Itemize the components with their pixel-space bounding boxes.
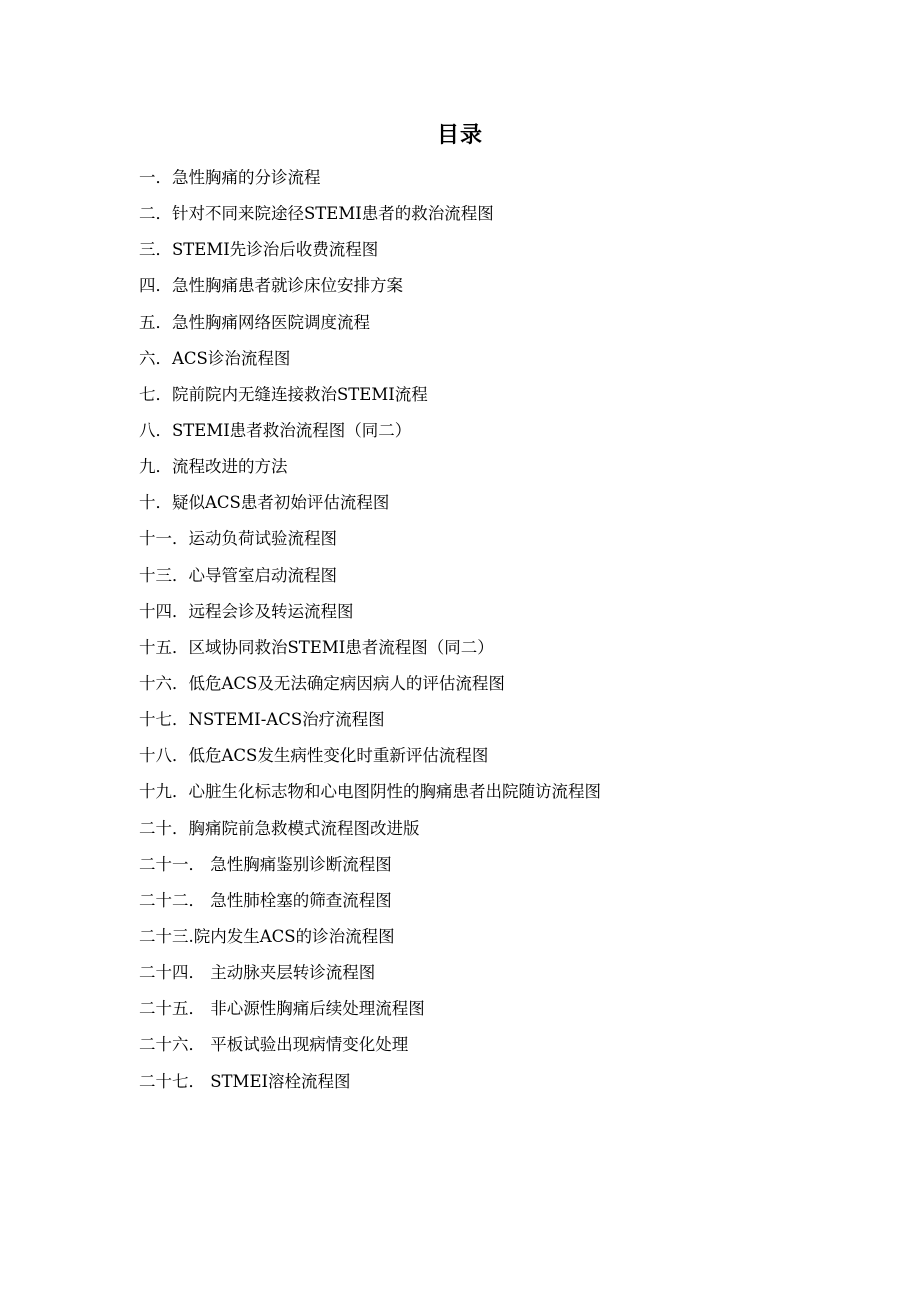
toc-item: 三．STEMI先诊治后收费流程图 <box>139 240 379 260</box>
toc-item: 二十．胸痛院前急救模式流程图改进版 <box>139 818 420 838</box>
toc-item: 二十六． 平板试验出现病情变化处理 <box>139 1035 409 1055</box>
toc-item: 二十一． 急性胸痛鉴别诊断流程图 <box>139 854 392 874</box>
toc-item: 七．院前院内无缝连接救治STEMI流程 <box>139 384 428 404</box>
toc-item: 二十三.院内发生ACS的诊治流程图 <box>139 926 395 946</box>
toc-item: 二十七． STMEI溶栓流程图 <box>139 1071 351 1091</box>
toc-item: 二十四． 主动脉夹层转诊流程图 <box>139 963 376 983</box>
toc-item: 十八．低危ACS发生病性变化时重新评估流程图 <box>139 746 489 766</box>
toc-item: 十．疑似ACS患者初始评估流程图 <box>139 493 390 513</box>
toc-item: 十四．远程会诊及转运流程图 <box>139 601 354 621</box>
toc-item: 四．急性胸痛患者就诊床位安排方案 <box>139 276 403 296</box>
toc-item: 二十二． 急性肺栓塞的筛查流程图 <box>139 890 392 910</box>
page-title: 目录 <box>436 122 483 148</box>
toc-item: 一．急性胸痛的分诊流程 <box>139 168 321 187</box>
table-of-contents <box>139 162 839 1102</box>
toc-item: 八．STEMI患者救治流程图（同二） <box>139 420 412 440</box>
toc-item: 十九．心脏生化标志物和心电图阴性的胸痛患者出院随访流程图 <box>139 782 601 802</box>
toc-item: 十六．低危ACS及无法确定病因病人的评估流程图 <box>139 673 505 693</box>
toc-item: 十三．心导管室启动流程图 <box>139 565 337 585</box>
toc-item: 十七．NSTEMI-ACS治疗流程图 <box>139 710 385 730</box>
toc-item: 十五．区域协同救治STEMI患者流程图（同二） <box>139 637 494 657</box>
toc-item: 二．针对不同来院途径STEMI患者的救治流程图 <box>139 204 494 224</box>
toc-item: 九．流程改进的方法 <box>139 457 288 477</box>
toc-item: 二十五． 非心源性胸痛后续处理流程图 <box>139 999 425 1019</box>
toc-item: 十一．运动负荷试验流程图 <box>139 529 337 549</box>
toc-item: 六．ACS诊治流程图 <box>139 348 291 368</box>
toc-item: 五．急性胸痛网络医院调度流程 <box>139 312 370 332</box>
